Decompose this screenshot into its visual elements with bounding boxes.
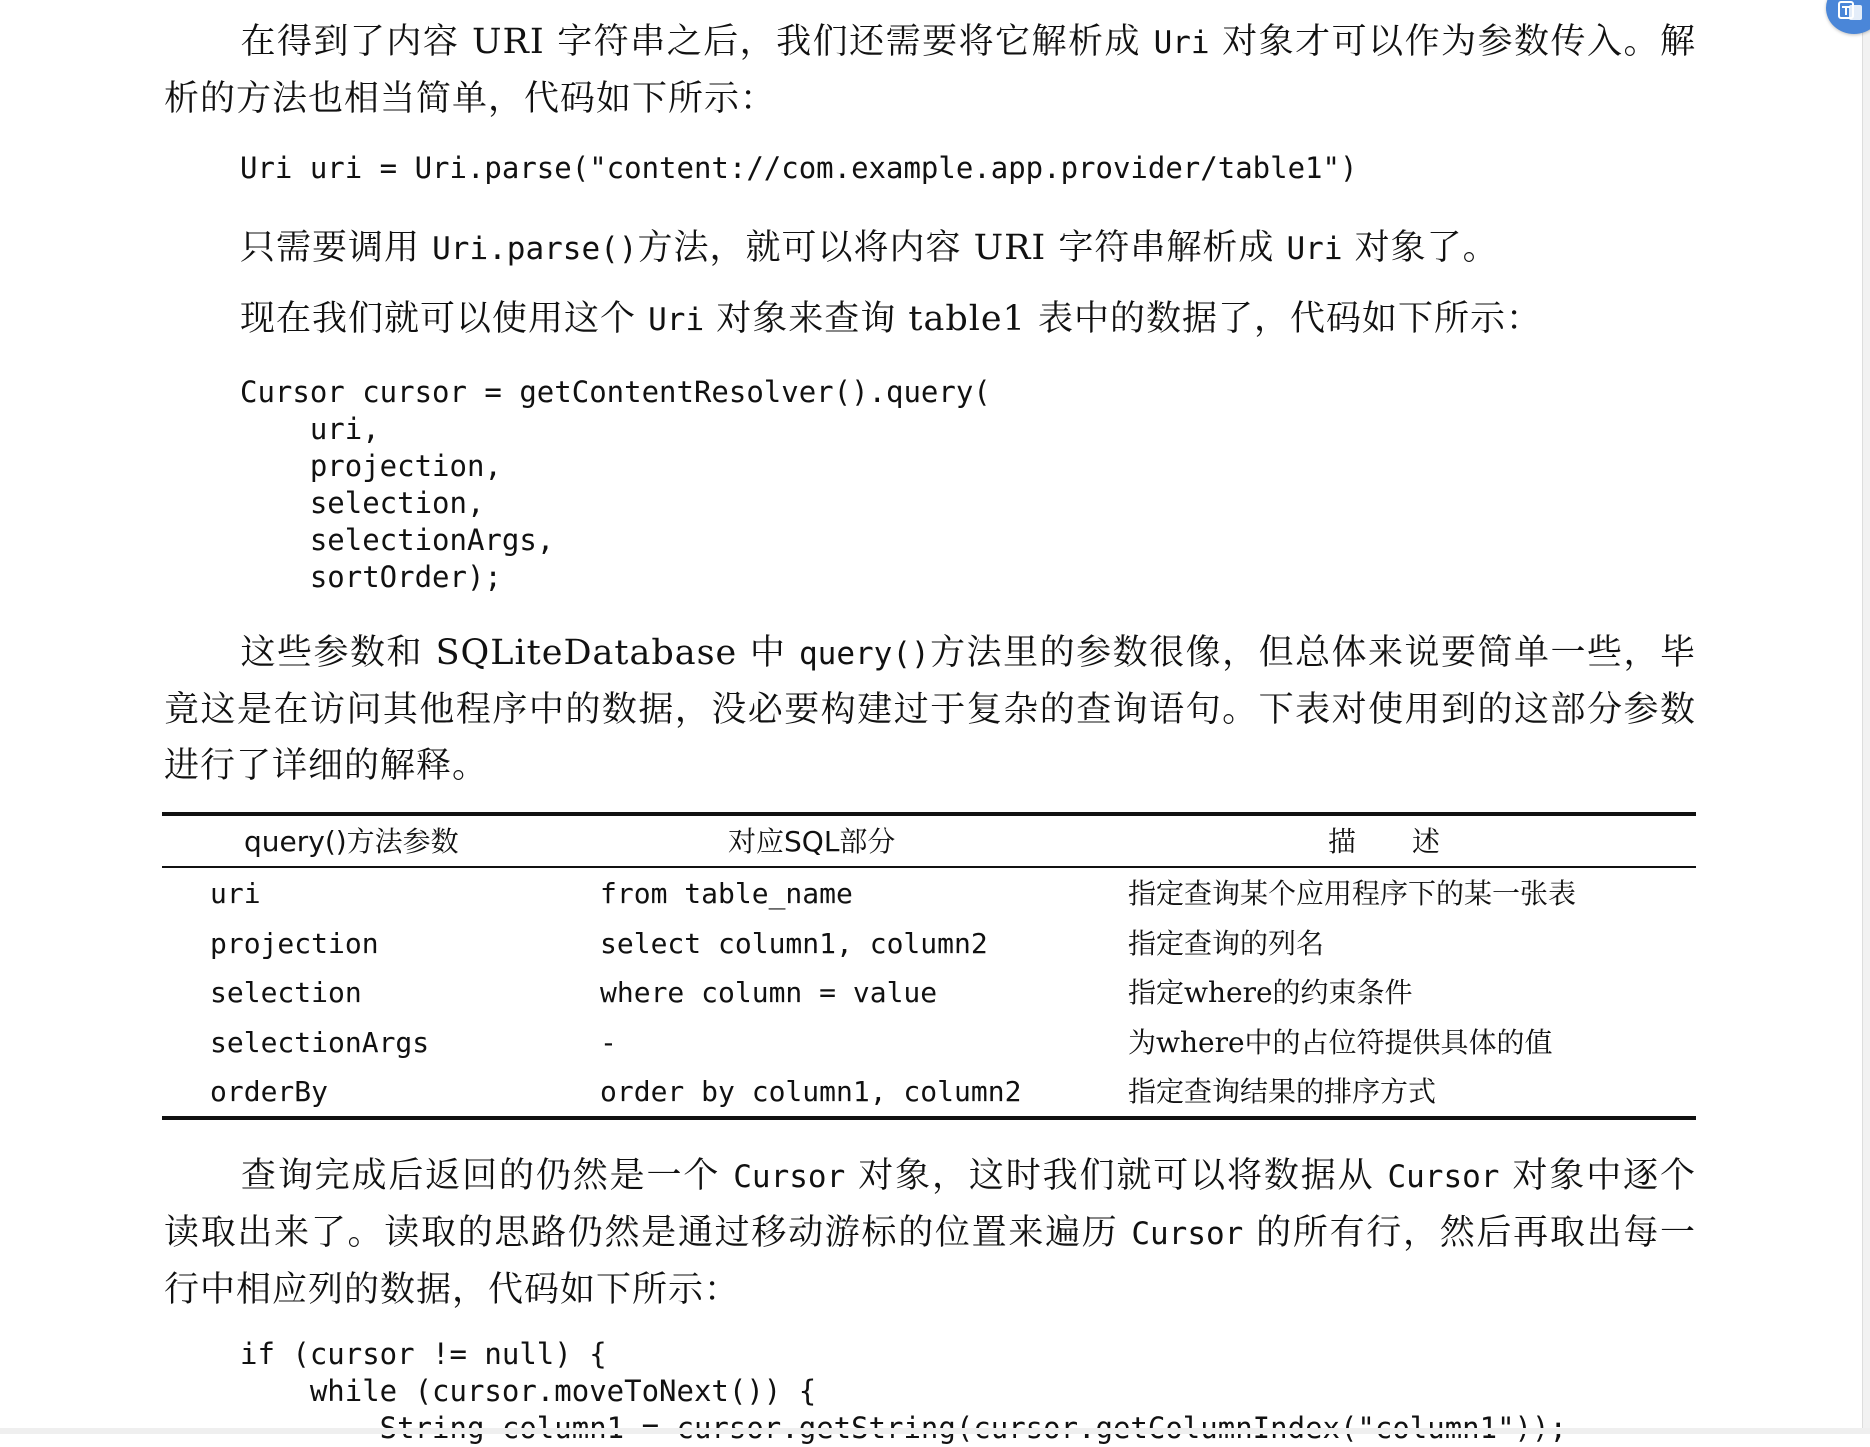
table-cell-desc: 指定查询某个应用程序下的某一张表 (1128, 877, 1577, 910)
table-cell-param: uri (210, 877, 261, 910)
table-cell-param: selection (210, 976, 362, 1009)
paragraph-text: 现在我们就可以使用这个 (240, 299, 649, 339)
table-cell-sql: select column1, column2 (600, 927, 988, 960)
paragraph-text: 方法，就可以将内容 URI 字符串解析成 (637, 228, 1287, 268)
table-row (162, 1070, 1696, 1120)
table-cell-param: projection (210, 927, 379, 960)
paragraph-text: 这些参数和 SQLiteDatabase 中 (240, 633, 799, 673)
inline-code: Uri.parse() (432, 231, 638, 267)
code-block-query: Cursor cursor = getContentResolver().query( uri, projection, selection, selectionArgs, sortOrder); (240, 375, 991, 594)
paragraph-text: 对象了。 (1342, 228, 1499, 268)
table-bottom-rule (162, 1116, 1696, 1120)
inline-code: Cursor (1131, 1216, 1244, 1252)
code-block-uri-parse: Uri uri = Uri.parse("content://com.example.app.provider/table1") (240, 151, 1358, 185)
table-cell-sql: where column = value (600, 976, 938, 1009)
paragraph-uri-parse-call (164, 220, 1696, 277)
paragraph-text: 只需要调用 (240, 228, 433, 268)
inline-code: Cursor (1387, 1159, 1500, 1195)
page-right-edge (1862, 0, 1870, 1434)
table-cell-desc: 指定查询的列名 (1128, 927, 1325, 960)
translate-badge-button[interactable] (1826, 0, 1870, 34)
table-cell-sql: from table_name (600, 877, 853, 910)
table-row (162, 922, 1696, 972)
page-bottom-edge (0, 1428, 1870, 1434)
paragraph-cursor-read (164, 1148, 1696, 1318)
table-cell-sql: order by column1, column2 (600, 1075, 1022, 1108)
inline-code: Cursor (733, 1159, 846, 1195)
table-header-desc: 描 述 (1328, 825, 1441, 858)
inline-code: Uri (1153, 25, 1210, 61)
table-cell-sql: - (600, 1026, 617, 1059)
table-row (162, 1021, 1696, 1071)
paragraph-uri-parse-intro (164, 14, 1696, 127)
table-cell-desc: 为where中的占位符提供具体的值 (1128, 1026, 1553, 1059)
inline-code: query() (799, 636, 930, 672)
paragraph-text: 对象才可以作为参数传入。解析的方法也相当简单，代码如下所示： (164, 22, 1696, 119)
table-top-rule (162, 812, 1696, 816)
paragraph-query-params (164, 625, 1696, 794)
inline-code: Uri (1286, 231, 1343, 267)
table-cell-param: selectionArgs (210, 1026, 430, 1059)
paragraph-text: 对象，这时我们就可以将数据从 (845, 1156, 1388, 1196)
translate-icon (1838, 0, 1864, 22)
paragraph-text: 方法里的参数很像，但总体来说要简单一些，毕竟这是在访问其他程序中的数据，没必要构建过于复杂的查询语句。下表对使用到的这部分参数进行了详细的解释。 (164, 633, 1696, 786)
table-header-sql: 对应SQL部分 (728, 825, 896, 858)
paragraph-text: 的所有行，然后再取出每一行中相应列的数据，代码如下所示： (164, 1213, 1696, 1310)
paragraph-text: 对象中逐个读取出来了。读取的思路仍然是通过移动游标的位置来遍历 (164, 1156, 1696, 1253)
paragraph-text: 对象来查询 table1 表中的数据了，代码如下所示： (704, 299, 1543, 339)
inline-code: Uri (648, 302, 705, 338)
table-header-param: query()方法参数 (244, 825, 459, 858)
query-params-table (162, 812, 1696, 1122)
table-row (162, 971, 1696, 1021)
table-header-rule (162, 866, 1696, 868)
table-cell-desc: 指定where的约束条件 (1128, 976, 1413, 1009)
code-block-cursor-loop: if (cursor != null) { while (cursor.moveToNext()) { (240, 1337, 817, 1408)
paragraph-text: 查询完成后返回的仍然是一个 (240, 1156, 734, 1196)
table-cell-desc: 指定查询结果的排序方式 (1128, 1075, 1437, 1108)
paragraph-text: 在得到了内容 URI 字符串之后，我们还需要将它解析成 (240, 22, 1154, 62)
paragraph-query-intro (164, 291, 1696, 348)
table-cell-param: orderBy (210, 1075, 329, 1108)
table-row (162, 872, 1696, 922)
